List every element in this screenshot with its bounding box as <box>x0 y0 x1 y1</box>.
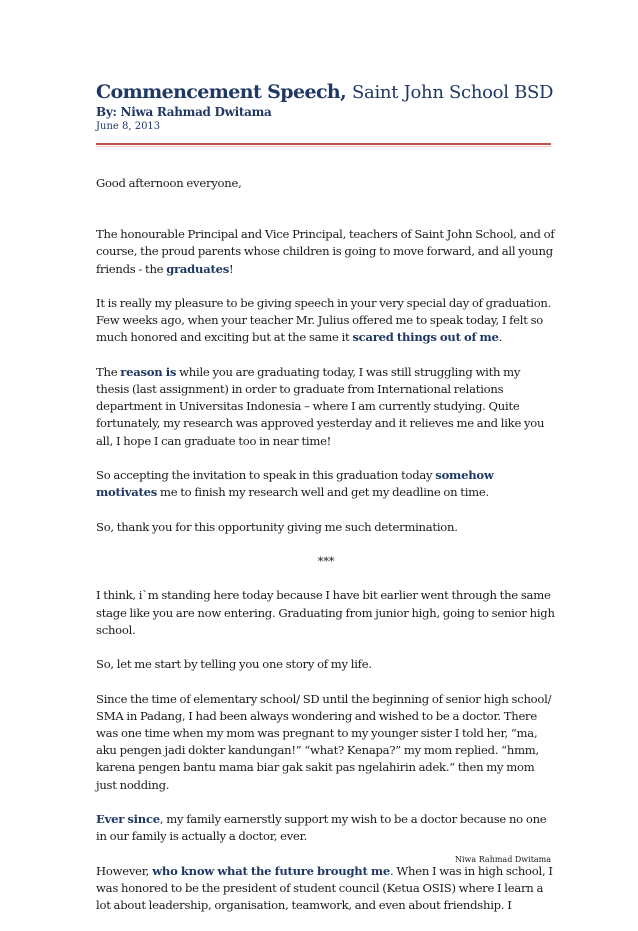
emphasis-reason: reason is <box>120 364 177 379</box>
page-footer-author: Niwa Rahmad Dwitama <box>455 855 552 864</box>
paragraph-2: It is really my pleasure to be giving speech in your very special day of graduation. Few weeks ago, when your teacher Mr. Julius offered me to speak today, I felt so much honored and exciting but at the same it scared things out of me. <box>96 296 552 345</box>
title-bold: Commencement Speech, <box>96 81 347 103</box>
document-title <box>96 80 553 105</box>
paragraph-9: Ever since, my family earnerstly support my wish to be a doctor because no one in our family is actually a doctor, ever. <box>96 811 547 844</box>
paragraph-3: The reason is while you are graduating today, I was still struggling with my thesis (last assignment) in order to graduate from International relations department in Universitas Indonesia – where I am currently studying. Quite fortunately, my research was approved yesterday and it relieves me and like you all, I hope I can graduate too in near time! <box>96 364 545 448</box>
greeting: Good afternoon everyone, <box>96 176 242 190</box>
header-divider <box>96 143 551 145</box>
emphasis-graduates: graduates <box>166 261 229 276</box>
paragraph-10: However, who know what the future brought me. When I was in high school, I was honored to be the president of student council (Ketua OSIS) where I learn a lot about leadership, organisation, teamwork, and even about friendship. I <box>96 863 553 912</box>
paragraph-7: So, let me start by telling you one story of my life. <box>96 657 372 672</box>
title-school: Saint John School BSD <box>352 82 554 103</box>
speech-body <box>96 175 556 931</box>
paragraph-6: I think, i`m standing here today because I have bit earlier went through the same stage like you are now entering. Graduating from junior high, going to senior high school. <box>96 588 555 637</box>
paragraph-8: Since the time of elementary school/ SD until the beginning of senior high school/ SMA in Padang, I had been always wondering and wished to be a doctor. There was one time when my mom was pregnant to my younger sister I told her, “ma, aku pengen jadi dokter kandungan!” “what? Kenapa?” my mom replied. “hmm, karena pengen bantu mama biar gak sakit pas ngelahirin adek.“ then my mom just nodding. <box>96 691 552 792</box>
emphasis-future: who know what the future brought me <box>152 863 391 878</box>
speech-date: June 8, 2013 <box>96 121 161 132</box>
paragraph-4: So accepting the invitation to speak in this graduation today somehow motivates me to finish my research well and get my deadline on time. <box>96 468 494 500</box>
emphasis-motivates: somehow motivates <box>96 468 494 500</box>
emphasis-scared: scared things out of me <box>352 330 499 345</box>
emphasis-ever-since: Ever since <box>96 811 160 826</box>
section-separator: *** <box>317 553 335 568</box>
paragraph-5: So, thank you for this opportunity giving me such determination. <box>96 519 458 534</box>
header-divider-shadow <box>96 146 551 147</box>
author-byline: By: Niwa Rahmad Dwitama <box>96 105 272 119</box>
paragraph-1: The honourable Principal and Vice Principal, teachers of Saint John School, and of course, the proud parents whose children is going to move forward, and all young friends - the graduates! <box>96 227 555 276</box>
